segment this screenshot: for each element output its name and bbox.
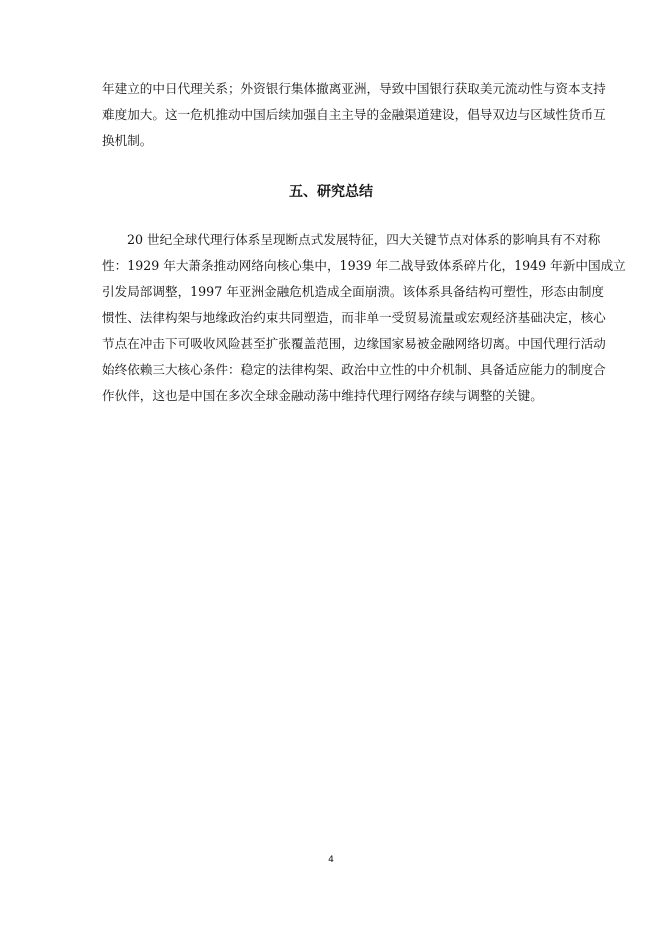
paragraph-line: 节点在冲击下可吸收风险甚至扩张覆盖范围，边缘国家易被金融网络切离。中国代理行活动 <box>102 336 606 351</box>
paragraph-line: 始终依赖三大核心条件：稳定的法律构架、政治中立性的中介机制、具备适应能力的制度合 <box>102 362 606 377</box>
paragraph-line: 换机制。 <box>102 133 153 148</box>
paragraph-line: 难度加大。这一危机推动中国后续加强自主主导的金融渠道建设，倡导双边与区域性货币互 <box>102 107 606 122</box>
section-heading: 五、研究总结 <box>289 184 373 200</box>
page-number: 4 <box>328 855 334 865</box>
paragraph-line: 惯性、法律构架与地缘政治约束共同塑造，而非单一受贸易流量或宏观经济基础决定，核心 <box>102 310 606 325</box>
previous-paragraph <box>102 76 606 154</box>
paragraph-line: 引发局部调整，1997 年亚洲金融危机造成全面崩溃。该体系具备结构可塑性，形态由制度 <box>102 284 605 299</box>
paragraph-line: 年建立的中日代理关系；外资银行集体撤离亚洲，导致中国银行获取美元流动性与资本支持 <box>102 81 606 96</box>
paragraph-line: 作伙伴，这也是中国在多次全球金融动荡中维持代理行网络存续与调整的关键。 <box>102 388 543 403</box>
paragraph-line: 性：1929 年大萧条推动网络向核心集中，1939 年二战导致体系碎片化，1949 年新中国成立 <box>102 258 626 273</box>
summary-paragraph <box>102 227 626 409</box>
paragraph-line: 20 世纪全球代理行体系呈现断点式发展特征，四大关键节点对体系的影响具有不对称 <box>127 232 601 247</box>
